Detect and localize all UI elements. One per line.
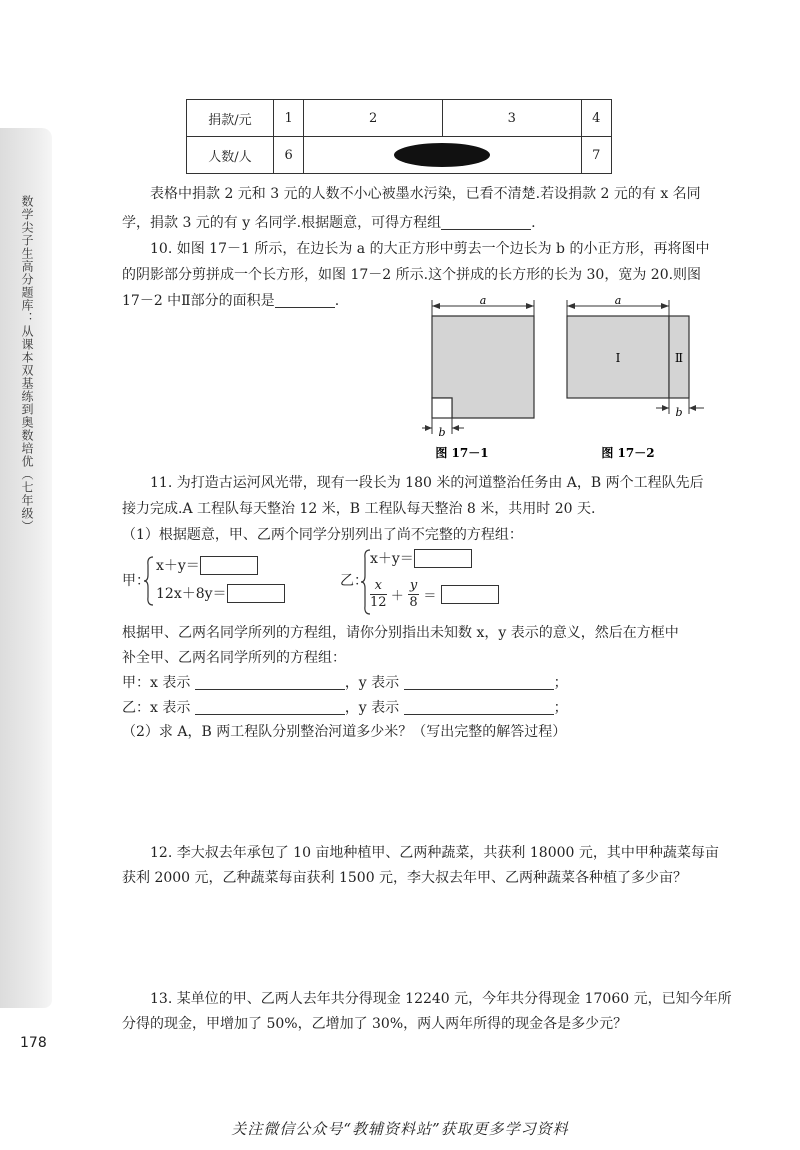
brace bbox=[143, 555, 155, 607]
answer-box[interactable] bbox=[441, 585, 499, 604]
answer-box[interactable] bbox=[200, 556, 258, 575]
table-cell: 6 bbox=[274, 137, 304, 174]
answer-blank[interactable] bbox=[441, 213, 531, 230]
q11-part1: （1）根据题意，甲、乙两个同学分别列出了尚不完整的方程组： bbox=[122, 527, 523, 543]
caption: 图 17－2 bbox=[601, 446, 655, 460]
table-cell: 3 bbox=[442, 100, 581, 137]
yi-eq1: x＋y＝ bbox=[370, 546, 472, 572]
book-title: 数学尖子生高分题库：从课本双基练到奥数培优（七年级） bbox=[20, 195, 34, 533]
q10-line2: 的阴影部分剪拼成一个长方形，如图 17－2 所示.这个拼成的长方形的长为 30，宽为 20.则图 bbox=[122, 267, 702, 283]
table-cell: 4 bbox=[581, 100, 611, 137]
figure-17-1 bbox=[422, 294, 534, 460]
q9-line2: 学，捐款 3 元的有 y 名同学.根据题意，可得方程组 . bbox=[122, 215, 536, 231]
yi-label: 乙： bbox=[340, 573, 368, 589]
label-a: a bbox=[614, 294, 622, 307]
page-number: 178 bbox=[20, 1035, 47, 1051]
yi-eq2: $\frac{x}{12}$ ＋ $\frac{y}{8}$ ＝ bbox=[370, 578, 499, 611]
table-cell: 2 bbox=[304, 100, 443, 137]
q12-line2: 获利 2000 元，乙种蔬菜每亩获利 1500 元，李大叔去年甲、乙两种蔬菜各种植了多少亩？ bbox=[122, 870, 688, 886]
q11-line1: 11. 为打造古运河风光带，现有一段长为 180 米的河道整治任务由 A，B 两个工程队先后 bbox=[150, 475, 704, 491]
jia-eq1: x＋y＝ bbox=[156, 553, 258, 579]
region-1-label: Ⅰ bbox=[615, 351, 621, 365]
table-cell: 7 bbox=[581, 137, 611, 174]
small-square bbox=[432, 398, 452, 418]
ink-stain-cell bbox=[304, 137, 581, 174]
q11-line2: 接力完成.A 工程队每天整治 12 米，B 工程队每天整治 8 米，共用时 20 天. bbox=[122, 501, 596, 517]
figures bbox=[410, 292, 730, 462]
table-cell: 1 bbox=[274, 100, 304, 137]
q10-line3: 17－2 中Ⅱ部分的面积是 . bbox=[122, 293, 340, 309]
yi-fill-line: 乙：x 表示 ，y 表示 ； bbox=[122, 700, 568, 716]
label-b: b bbox=[675, 406, 683, 419]
q10-line1: 10. 如图 17－1 所示，在边长为 a 的大正方形中剪去一个边长为 b 的小正方形，再将图中 bbox=[150, 241, 710, 257]
caption: 图 17－1 bbox=[435, 446, 489, 460]
jia-label: 甲： bbox=[122, 573, 150, 589]
figure-17-2 bbox=[567, 294, 704, 460]
answer-blank[interactable] bbox=[275, 291, 335, 308]
q12-line1: 12. 李大叔去年承包了 10 亩地种植甲、乙两种蔬菜，共获利 18000 元，其中甲种蔬菜每亩 bbox=[150, 845, 719, 861]
q13-line1: 13. 某单位的甲、乙两人去年共分得现金 12240 元，今年共分得现金 17060 元，已知今年所 bbox=[150, 991, 732, 1007]
donation-table bbox=[186, 99, 612, 174]
label-a: a bbox=[479, 294, 487, 307]
answer-box[interactable] bbox=[414, 549, 472, 568]
table-row bbox=[187, 100, 612, 137]
q11-instr2: 补全甲、乙两名同学所列的方程组： bbox=[122, 650, 346, 666]
answer-blank[interactable] bbox=[404, 698, 554, 715]
label-b: b bbox=[438, 426, 446, 439]
answer-blank[interactable] bbox=[404, 673, 554, 690]
region-2-label: Ⅱ bbox=[674, 351, 684, 365]
ink-stain bbox=[392, 143, 492, 167]
table-header-cell: 捐款/元 bbox=[187, 100, 274, 137]
q13-line2: 分得的现金，甲增加了 50%，乙增加了 30%，两人两年所得的现金各是多少元？ bbox=[122, 1016, 628, 1032]
table-header-cell: 人数/人 bbox=[187, 137, 274, 174]
q11-part2: （2）求 A，B 两工程队分别整治河道多少米？（写出完整的解答过程） bbox=[122, 724, 567, 740]
jia-fill-line: 甲：x 表示 ，y 表示 ； bbox=[122, 675, 568, 691]
footer-note: 关注微信公众号“教辅资料站”获取更多学习资料 bbox=[231, 1120, 569, 1138]
q11-instr1: 根据甲、乙两名同学所列的方程组，请你分别指出未知数 x，y 表示的意义，然后在方框中 bbox=[122, 625, 679, 641]
answer-box[interactable] bbox=[227, 584, 285, 603]
jia-eq2: 12x＋8y＝ bbox=[156, 581, 285, 607]
table-row bbox=[187, 137, 612, 174]
answer-blank[interactable] bbox=[195, 673, 345, 690]
q9-line1: 表格中捐款 2 元和 3 元的人数不小心被墨水污染，已看不清楚.若设捐款 2 元的有 x 名同 bbox=[150, 186, 701, 202]
answer-blank[interactable] bbox=[195, 698, 345, 715]
